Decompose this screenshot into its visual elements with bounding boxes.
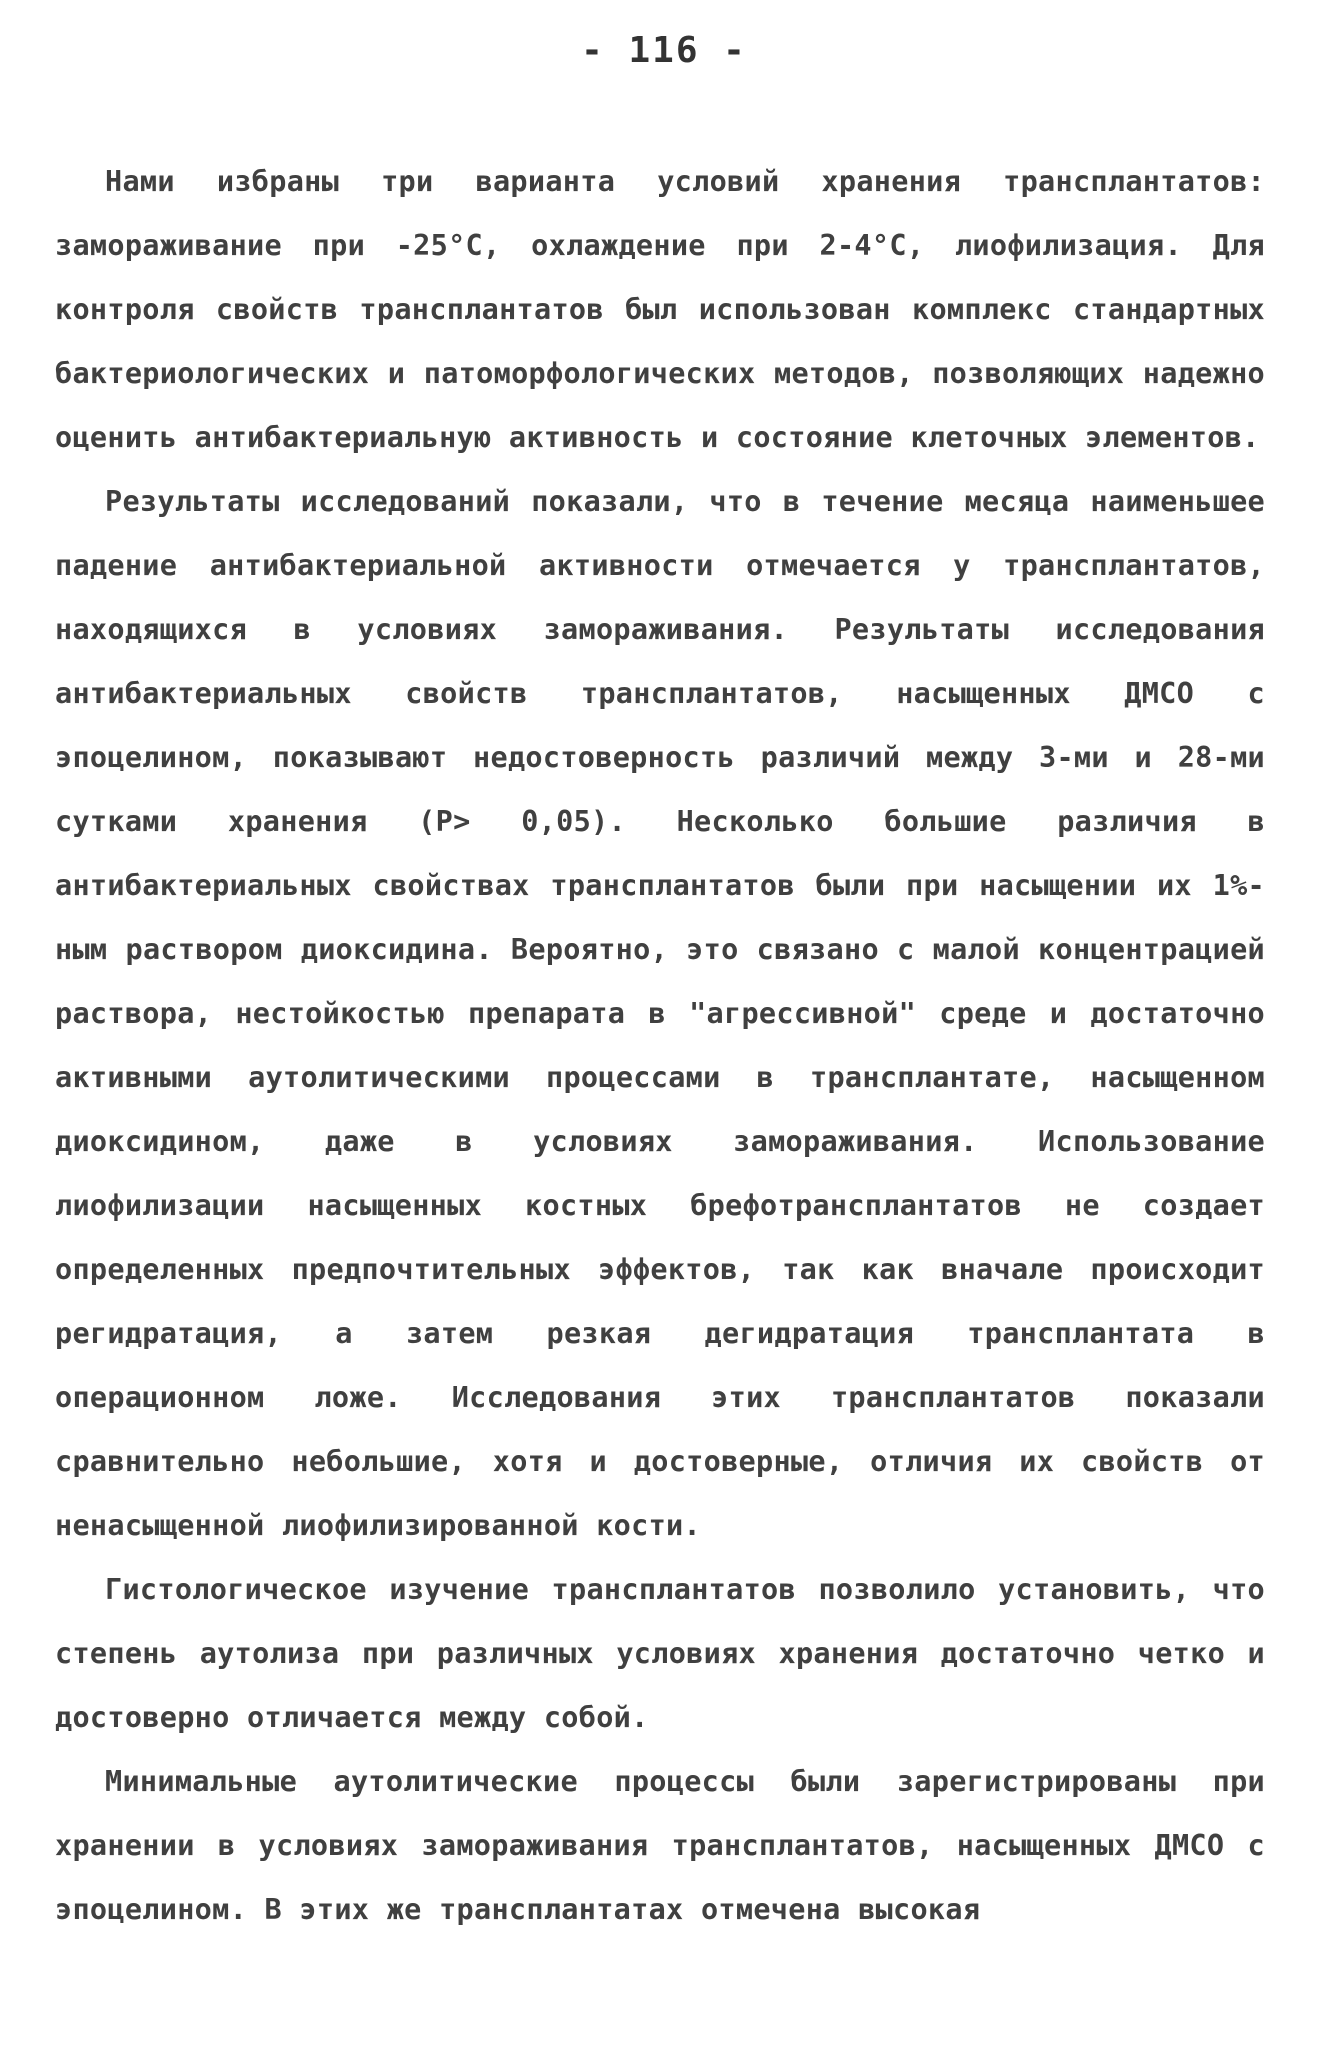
- paragraph-storage-variants: Нами избраны три варианта условий хранения трансплантатов: замораживание при -25°С, охлаждение при 2-4°С, лиофилизация. Для контроля свойств трансплантатов был использован комплекс стандартных бактериологических и патоморфологических методов, позволяющих надежно оценить антибактериальную активность и состояние клеточных элементов.: [55, 165, 1265, 454]
- paragraph-histology: Гистологическое изучение трансплантатов позволило установить, что степень аутолиза при различных условиях хранения достаточно четко и достоверно отличается между собой.: [55, 1573, 1265, 1734]
- paragraph-autolysis: Минимальные аутолитические процессы были зарегистрированы при хранении в условиях замораживания трансплантатов, насыщенных ДМСО с эпоцелином. В этих же трансплантатах отмечена высокая: [55, 1765, 1265, 1926]
- paragraph-research-results: Результаты исследований показали, что в течение месяца наименьшее падение антибактериальной активности отмечается у трансплантатов, находящихся в условиях замораживания. Результаты исследования антибактериальных свойств трансплантатов, насыщенных ДМСО с эпоцелином, показывают недостоверность различий между 3-ми и 28-ми сутками хранения (Р> 0,05). Несколько большие различия в антибактериальных свойствах трансплантатов были при насыщении их 1%-ным раствором диоксидина. Вероятно, это связано с малой концентрацией раствора, нестойкостью препарата в "агрессивной" среде и достаточно активными аутолитическими процессами в трансплантате, насыщенном диоксидином, даже в условиях замораживания. Использование лиофилизации насыщенных костных брефотрансплантатов не создает определенных предпочтительных эффектов, так как вначале происходит регидратация, а затем резкая дегидратация трансплантата в операционном ложе. Исследования этих трансплантатов показали сравнительно небольшие, хотя и достоверные, отличия их свойств от ненасыщенной лиофилизированной кости.: [55, 485, 1265, 1542]
- page-number: - 116 -: [581, 30, 747, 71]
- body-text: [55, 150, 1265, 1942]
